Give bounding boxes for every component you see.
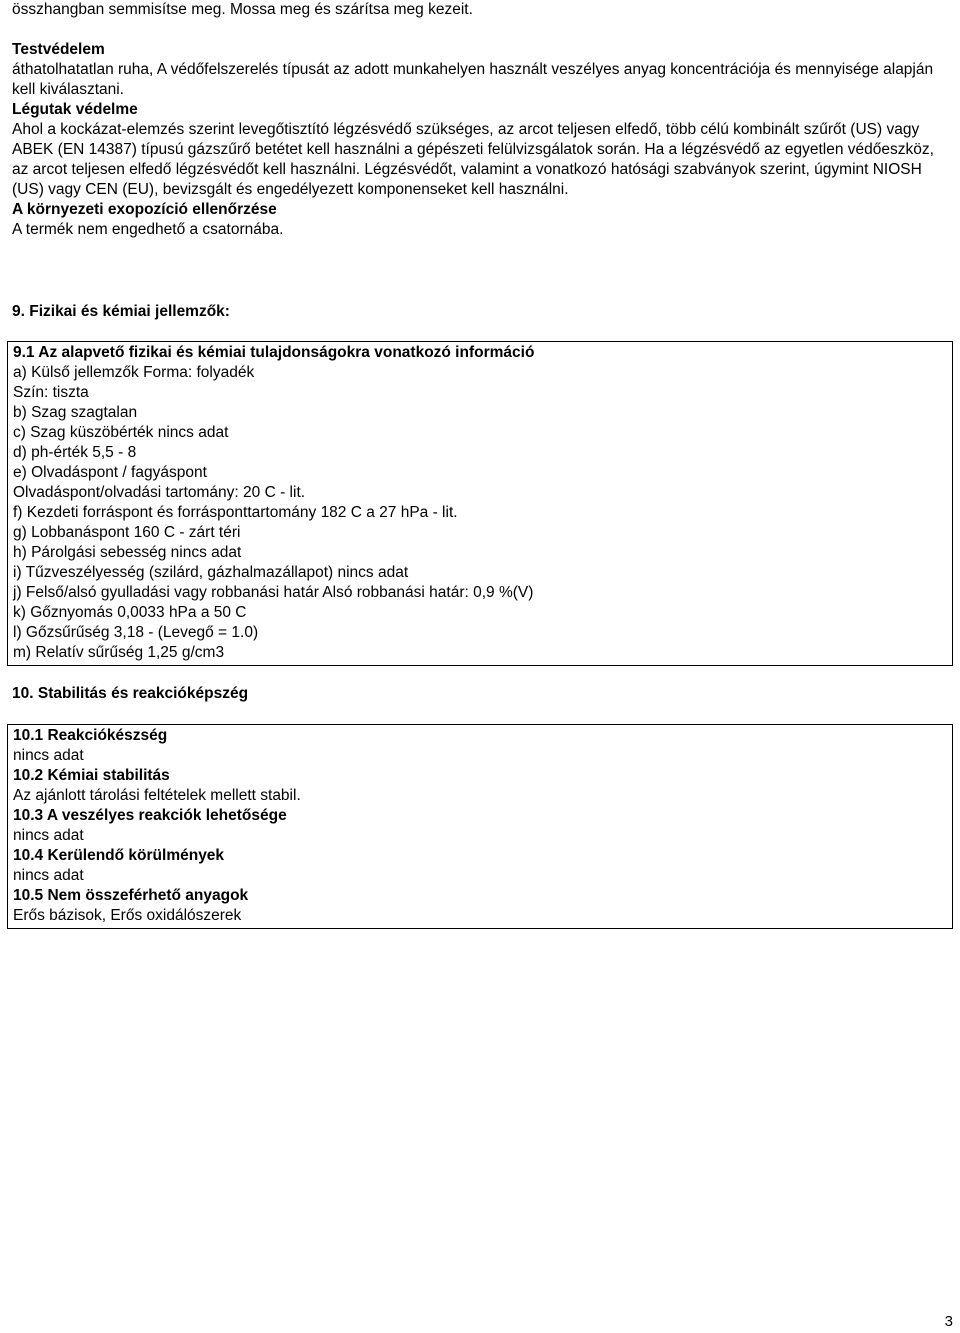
subsection-text: nincs adat: [13, 867, 84, 884]
property-line: f) Kezdeti forráspont és forrásponttartomány 182 C a 27 hPa - lit.: [13, 504, 458, 521]
legutak-heading: Légutak védelme: [12, 101, 138, 118]
section-10-box: [7, 724, 953, 929]
subsection-title: 10.3 A veszélyes reakciók lehetősége: [13, 807, 287, 824]
property-line: l) Gőzsűrűség 3,18 - (Levegő = 1.0): [13, 624, 259, 641]
subsection-title: 10.1 Reakciókészség: [13, 727, 168, 744]
property-line: b) Szag szagtalan: [13, 404, 138, 421]
section-9-1-heading: 9.1 Az alapvető fizikai és kémiai tulajdonságokra vonatkozó információ: [13, 344, 535, 361]
subsection-text: Erős bázisok, Erős oxidálószerek: [13, 907, 242, 924]
testvedelem-heading: Testvédelem: [12, 41, 105, 58]
property-line: j) Felső/alsó gyulladási vagy robbanási határ Alsó robbanási határ: 0,9 %(V): [13, 584, 534, 601]
section-9-heading: 9. Fizikai és kémiai jellemzők:: [12, 303, 230, 320]
property-line: h) Párolgási sebesség nincs adat: [13, 544, 242, 561]
property-line: c) Szag küszöbérték nincs adat: [13, 424, 229, 441]
property-line: k) Gőznyomás 0,0033 hPa a 50 C: [13, 604, 247, 621]
property-line: g) Lobbanáspont 160 C - zárt téri: [13, 524, 241, 541]
subsection-text: Az ajánlott tárolási feltételek mellett stabil.: [13, 787, 301, 804]
subsection-title: 10.2 Kémiai stabilitás: [13, 767, 170, 784]
property-line: a) Külső jellemzők Forma: folyadék: [13, 364, 255, 381]
property-line: d) ph-érték 5,5 - 8: [13, 444, 137, 461]
kornyezeti-text: A termék nem engedhető a csatornába.: [12, 221, 284, 238]
subsection-title: 10.5 Nem összeférhető anyagok: [13, 887, 249, 904]
testvedelem-text: áthatolhatatlan ruha, A védőfelszerelés típusát az adott munkahelyen használt veszélyes anyag koncentrációja és mennyisége alapján kell kiválasztani.: [12, 61, 934, 98]
protection-section: [12, 40, 952, 240]
top-text-line: összhangban semmisítse meg. Mossa meg és szárítsa meg kezeit.: [12, 1, 473, 18]
property-line: e) Olvadáspont / fagyáspont: [13, 464, 207, 481]
subsection-text: nincs adat: [13, 747, 84, 764]
section-9-1-box: [7, 341, 953, 666]
property-line: m) Relatív sűrűség 1,25 g/cm3: [13, 644, 225, 661]
page-number: 3: [944, 1313, 953, 1330]
legutak-text: Ahol a kockázat-elemzés szerint levegőtisztító légzésvédő szükséges, az arcot teljesen elfedő, több célú kombinált szűrőt (US) vagy ABEK (EN 14387) típusú gázszűrő betétet kell használni a gépészeti felülvizsgálatok során. Ha a légzésvédő az egyetlen védőeszköz, az arcot teljesen elfedő légzésvédőt kell használni. Légzésvédőt, valamint a vonatkozó hatósági szabványok szerint, úgymint NIOSH (US) vagy CEN (EU), bevizsgált és engedélyezett komponenseket kell használni.: [12, 121, 934, 198]
subsection-text: nincs adat: [13, 827, 84, 844]
property-line: Szín: tiszta: [13, 384, 89, 401]
kornyezeti-heading: A környezeti exopozíció ellenőrzése: [12, 201, 277, 218]
section-10-heading: 10. Stabilitás és reakcióképszég: [12, 685, 249, 702]
subsection-title: 10.4 Kerülendő körülmények: [13, 847, 225, 864]
property-line: Olvadáspont/olvadási tartomány: 20 C - lit.: [13, 484, 306, 501]
property-line: i) Tűzveszélyesség (szilárd, gázhalmazállapot) nincs adat: [13, 564, 409, 581]
